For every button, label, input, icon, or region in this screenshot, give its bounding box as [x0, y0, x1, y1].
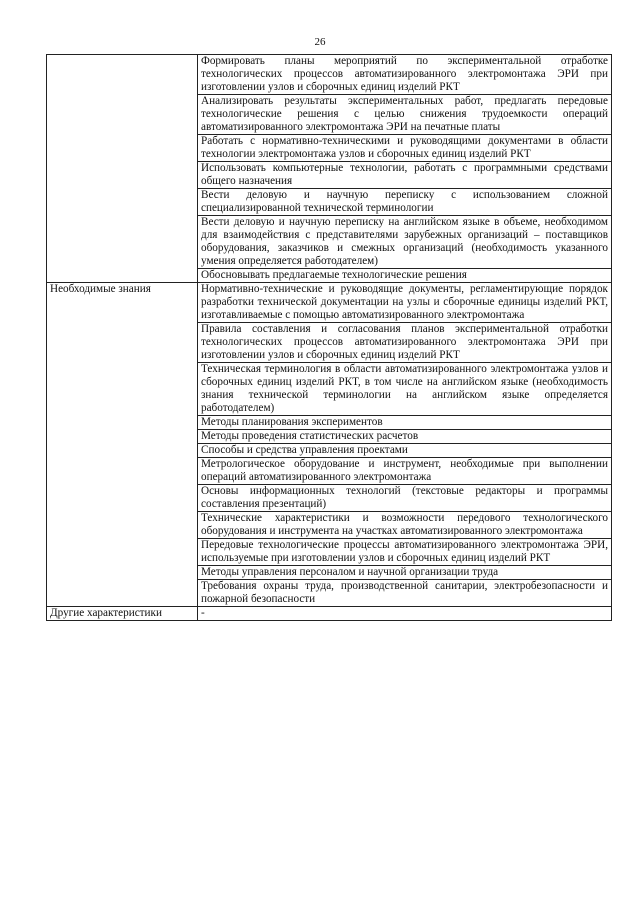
requirement-item: Методы управления персоналом и научной организации труда	[198, 566, 612, 580]
requirement-item: Требования охраны труда, производственной санитарии, электробезопасности и пожарной безопасности	[198, 580, 612, 607]
requirement-item: Правила составления и согласования планов экспериментальной отработки технологических процессов автоматизированного электромонтажа ЭРИ при изготовлении узлов и сборочных единиц изделий РКТ	[198, 323, 612, 363]
table-row	[47, 607, 612, 621]
requirements-table	[46, 54, 612, 621]
requirement-item: Передовые технологические процессы автоматизированного электромонтажа ЭРИ, используемые при изготовлении узлов и сборочных единиц изделий РКТ	[198, 539, 612, 566]
requirement-item: Нормативно-технические и руководящие документы, регламентирующие порядок разработки технической документации на узлы и сборочные единицы изделий РКТ, изготавливаемые с помощью автоматизированного электромонтажа	[198, 283, 612, 323]
requirement-item: Методы проведения статистических расчетов	[198, 430, 612, 444]
requirement-item: Методы планирования экспериментов	[198, 416, 612, 430]
page-number: 26	[314, 36, 326, 48]
table-row	[47, 283, 612, 323]
requirement-item: Формировать планы мероприятий по экспериментальной отработке технологических процессов автоматизированного электромонтажа ЭРИ при изготовлении узлов и сборочных единиц изделий РКТ	[198, 55, 612, 95]
section-label: Другие характеристики	[47, 607, 198, 621]
requirement-item: Обосновывать предлагаемые технологические решения	[198, 269, 612, 283]
table-row	[47, 55, 612, 95]
requirements-table-body	[47, 55, 612, 621]
requirement-item: Техническая терминология в области автоматизированного электромонтажа узлов и сборочных единиц изделий РКТ, в том числе на английском языке (необходимость знания технической терминологии на английском языке определяется работодателем)	[198, 363, 612, 416]
requirement-item: Технические характеристики и возможности передового технологического оборудования и инструмента на участках автоматизированного электромонтажа	[198, 512, 612, 539]
requirement-item: Способы и средства управления проектами	[198, 444, 612, 458]
section-label	[47, 55, 198, 283]
requirement-item: Анализировать результаты экспериментальных работ, предлагать передовые технологические решения с целью снижения трудоемкости операций автоматизированного электромонтажа ЭРИ на печатные платы	[198, 95, 612, 135]
requirement-item: -	[198, 607, 612, 621]
section-label: Необходимые знания	[47, 283, 198, 607]
requirement-item: Метрологическое оборудование и инструмент, необходимые при выполнении операций автоматизированного электромонтажа	[198, 458, 612, 485]
requirement-item: Основы информационных технологий (текстовые редакторы и программы составления презентаций)	[198, 485, 612, 512]
requirement-item: Работать с нормативно-техническими и руководящими документами в области технологии электромонтажа узлов и сборочных единиц изделий РКТ	[198, 135, 612, 162]
requirement-item: Использовать компьютерные технологии, работать с программными средствами общего назначения	[198, 162, 612, 189]
requirement-item: Вести деловую и научную переписку на английском языке в объеме, необходимом для взаимодействия с представителями зарубежных организаций – поставщиков оборудования, заказчиков и смежных организаций (необходимость указанного умения определяется работодателем)	[198, 216, 612, 269]
requirement-item: Вести деловую и научную переписку с использованием сложной специализированной технической терминологии	[198, 189, 612, 216]
